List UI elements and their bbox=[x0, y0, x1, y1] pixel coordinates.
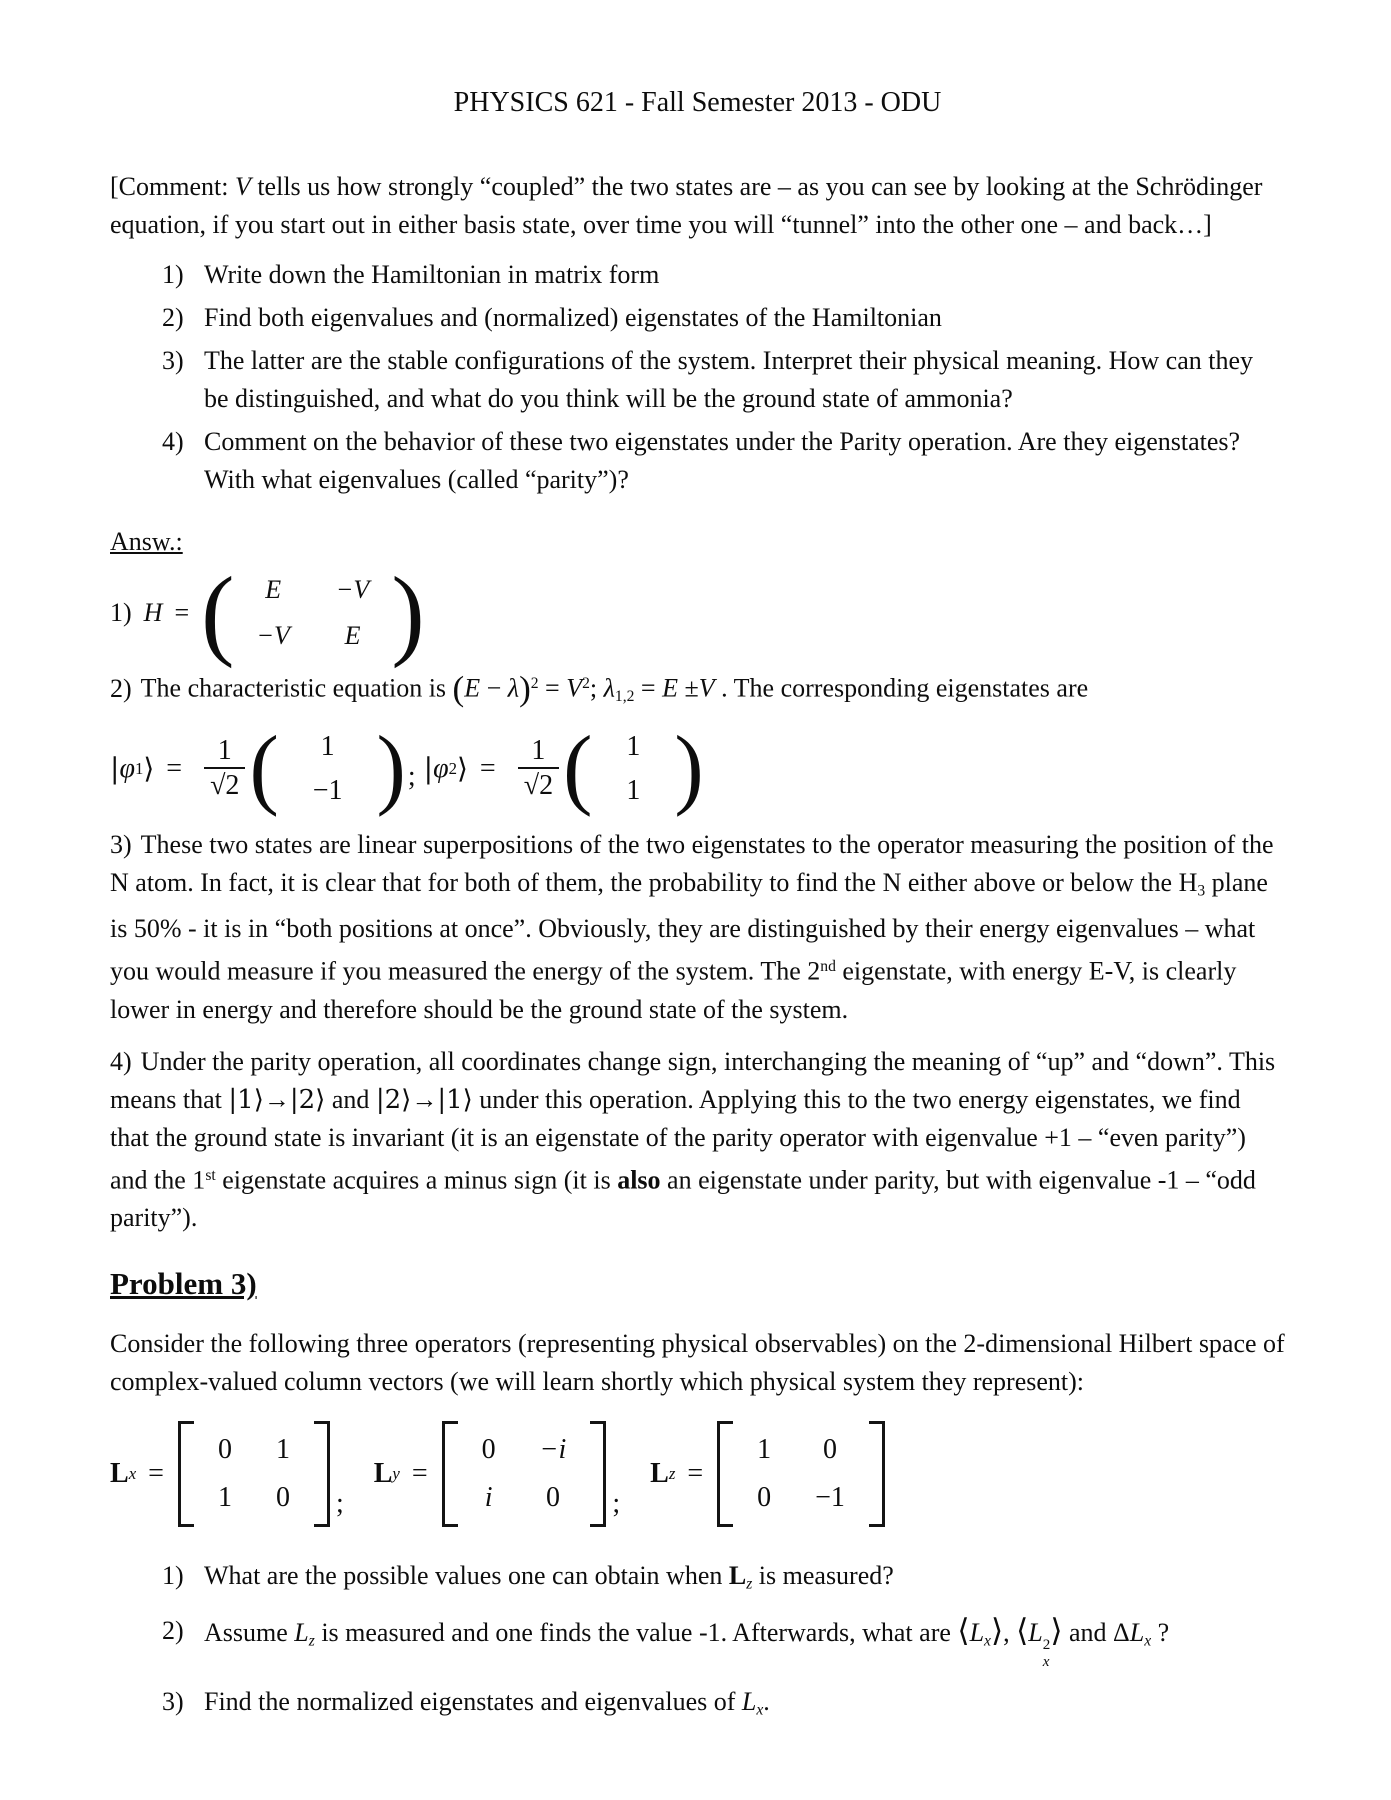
item-marker: 1) bbox=[162, 260, 184, 289]
right-paren: ) bbox=[674, 718, 704, 818]
text-segment: . bbox=[763, 1686, 770, 1716]
Lx-symbol: L bbox=[969, 1617, 985, 1647]
right-paren: ) bbox=[519, 668, 531, 708]
eq-marker: 2) bbox=[110, 673, 132, 703]
semicolon: ; bbox=[612, 1488, 621, 1520]
E-symbol: E bbox=[662, 673, 678, 703]
problem3-intro: Consider the following three operators (representing physical observables) on the 2-dimensional Hilbert space of complex-valued column vectors (we will learn shortly which physical system they represent): bbox=[110, 1329, 1285, 1397]
exponent: 2 bbox=[1042, 1637, 1051, 1654]
Ly-symbol: L bbox=[373, 1458, 393, 1490]
problem3-heading: Problem 3) bbox=[110, 1266, 257, 1302]
item-text bbox=[204, 1612, 1285, 1671]
question-item-3 bbox=[110, 342, 1285, 418]
V-symbol: V bbox=[698, 673, 715, 703]
eq-marker: 4) bbox=[110, 1046, 132, 1076]
equals-sign: = bbox=[148, 1458, 164, 1490]
right-paren: ) bbox=[391, 555, 425, 670]
left-bracket bbox=[442, 1421, 458, 1527]
left-bracket bbox=[717, 1421, 733, 1527]
semicolon: ; bbox=[335, 1488, 344, 1520]
Lz-symbol: L bbox=[650, 1458, 669, 1490]
Lz-symbol: L bbox=[294, 1617, 309, 1647]
text-segment: . The corresponding eigenstates are bbox=[714, 673, 1089, 703]
text-segment: These two states are linear superpositions of the two eigenstates to the operator measuring the position of the N atom. In fact, it is clear that for both of them, the probability to find the N either above or below the H bbox=[110, 829, 1274, 897]
fraction-one-over-sqrt2 bbox=[204, 736, 245, 801]
comma: , bbox=[1003, 1617, 1017, 1647]
matrix-cell: −1 bbox=[815, 1482, 845, 1514]
ket-2: |2⟩ bbox=[375, 1084, 412, 1115]
Lx-symbol: L bbox=[110, 1458, 129, 1490]
Lx-symbol: L bbox=[1129, 1617, 1145, 1647]
p3-question-3 bbox=[110, 1683, 1285, 1729]
phi-symbol: φ bbox=[433, 752, 449, 784]
Lx-symbol: L bbox=[741, 1686, 757, 1716]
lambda-symbol: λ bbox=[507, 673, 520, 703]
vector-cell: 1 bbox=[320, 730, 335, 762]
item-marker: 1) bbox=[162, 1561, 184, 1591]
Lx-matrix-cells bbox=[194, 1421, 314, 1527]
ordinal-superscript: nd bbox=[820, 958, 836, 976]
eq-marker: 3) bbox=[110, 829, 132, 859]
eigenstates-equation bbox=[110, 718, 1285, 818]
vector-cell: 1 bbox=[626, 774, 641, 806]
Ly-matrix bbox=[442, 1421, 607, 1527]
numerator: 1 bbox=[531, 735, 546, 767]
left-bracket bbox=[178, 1421, 194, 1527]
denominator: √2 bbox=[518, 767, 559, 801]
E-symbol: E bbox=[464, 673, 481, 703]
operator-definitions bbox=[110, 1421, 1285, 1527]
left-paren: ( bbox=[452, 668, 465, 708]
left-paren: ( bbox=[201, 555, 235, 670]
denominator: √2 bbox=[204, 767, 245, 801]
matrix-cell: i bbox=[484, 1482, 493, 1514]
item-text: Comment on the behavior of these two eigenstates under the Parity operation. Are they eigenstates? With what eigenvalues (called “parity”)? bbox=[204, 427, 1241, 494]
vector-cells bbox=[592, 728, 674, 810]
text-segment: plane is 50% - it is in “both positions at once”. Obviously, they are distinguished by their energy eigenvalues – what you would measure if you measured the energy of the system. The 2 bbox=[110, 867, 1268, 986]
z-subscript: z bbox=[308, 1632, 315, 1650]
semicolon: ; bbox=[589, 673, 604, 703]
item-text: The latter are the stable configurations of the system. Interpret their physical meaning. How can they be distinguished, and what do you think will be the ground state of ammonia? bbox=[204, 346, 1254, 413]
Lz-matrix-cells bbox=[733, 1421, 869, 1527]
x-subscript: x bbox=[756, 1701, 764, 1719]
problem3-question-list bbox=[110, 1557, 1285, 1729]
arrow-right: → bbox=[411, 1084, 438, 1114]
semicolon: ; bbox=[407, 760, 416, 792]
question-item-2 bbox=[110, 299, 1285, 337]
answer-label: Answ.: bbox=[110, 527, 183, 556]
ket-bar: | bbox=[110, 751, 120, 785]
right-bracket bbox=[314, 1421, 330, 1527]
text-segment: ? bbox=[1151, 1617, 1170, 1647]
text-segment: What are the possible values one can obtain when bbox=[204, 1561, 729, 1591]
z-subscript: z bbox=[746, 1575, 753, 1593]
Ly-matrix-cells bbox=[458, 1421, 591, 1527]
phi-symbol: φ bbox=[119, 752, 135, 784]
ordinal-superscript: st bbox=[205, 1166, 216, 1184]
text-segment: and bbox=[325, 1084, 376, 1114]
Lz-symbol: L bbox=[728, 1561, 747, 1591]
answer-part3-paragraph bbox=[110, 826, 1285, 1029]
hamiltonian-equation bbox=[110, 555, 1285, 670]
fraction-one-over-sqrt2 bbox=[518, 736, 559, 801]
matrix-cell: −V bbox=[335, 575, 370, 604]
matrix-cell: 0 bbox=[823, 1434, 838, 1466]
text-segment: Assume bbox=[204, 1617, 295, 1647]
page-title: PHYSICS 621 - Fall Semester 2013 - ODU bbox=[453, 87, 942, 118]
text-segment: is measured? bbox=[752, 1561, 894, 1591]
matrix-cell: 0 bbox=[757, 1482, 772, 1514]
comment-v-symbol: V bbox=[234, 172, 251, 201]
matrix-cell: 0 bbox=[546, 1482, 560, 1514]
V-symbol: V bbox=[566, 673, 583, 703]
left-paren: ( bbox=[249, 718, 279, 818]
item-text bbox=[204, 1557, 1285, 1603]
matrix-cell: −V bbox=[256, 621, 290, 650]
matrix-cell: E bbox=[265, 575, 282, 604]
question-item-1 bbox=[110, 256, 1285, 294]
text-segment: an eigenstate under parity, but with eigenvalue -1 – “odd parity”). bbox=[110, 1165, 1256, 1233]
arrow-right: → bbox=[263, 1084, 290, 1114]
text-segment: The characteristic equation is bbox=[140, 673, 453, 703]
matrix-cell: E bbox=[344, 621, 361, 650]
Lx-squared-symbol: L bbox=[1028, 1617, 1043, 1647]
equals-sign: = bbox=[174, 598, 190, 627]
delta-symbol: Δ bbox=[1113, 1617, 1130, 1647]
p3-question-1 bbox=[110, 1557, 1285, 1603]
ket-2: |2⟩ bbox=[289, 1084, 326, 1115]
matrix-cell: 1 bbox=[275, 1434, 290, 1466]
x-subscript: x bbox=[1042, 1653, 1050, 1670]
y-subscript: y bbox=[392, 1464, 400, 1484]
item-marker: 3) bbox=[162, 1686, 184, 1716]
ket-bar: | bbox=[423, 751, 434, 785]
matrix-cell: 0 bbox=[275, 1482, 290, 1514]
vector-cell: 1 bbox=[626, 730, 641, 762]
equals-sign: = bbox=[538, 673, 567, 703]
text-segment: and bbox=[1062, 1617, 1114, 1647]
problem2-question-list bbox=[110, 256, 1285, 499]
comment-body: tells us how strongly “coupled” the two states are – as you can see by looking at the Schrödinger equation, if you start out in either basis state, over time you will “tunnel” into the other one – and back…] bbox=[110, 172, 1263, 239]
text-segment: eigenstate acquires a minus sign (it is bbox=[215, 1165, 618, 1195]
h-matrix-cells bbox=[234, 571, 391, 655]
eigenvector-1 bbox=[249, 718, 406, 818]
ket-close: ⟩ bbox=[143, 751, 155, 785]
vector-cell: −1 bbox=[312, 774, 343, 806]
hamiltonian-symbol: H bbox=[143, 598, 163, 627]
bold-also: also bbox=[617, 1165, 661, 1195]
subscript-1-2: 1,2 bbox=[614, 687, 635, 705]
eigenvector-2 bbox=[563, 718, 704, 818]
x-subscript: x bbox=[1144, 1632, 1152, 1650]
exponent: 2 bbox=[530, 675, 539, 692]
right-bracket bbox=[869, 1421, 885, 1527]
matrix-cell: 0 bbox=[217, 1434, 232, 1466]
text-segment: is measured and one finds the value -1. Afterwards, what are bbox=[314, 1617, 958, 1647]
text-segment: Under the parity operation, all coordinates change sign, interchanging the meaning of “up” and “down”. This means that bbox=[110, 1046, 1276, 1114]
minus-sign: − bbox=[480, 673, 508, 703]
left-angle-bracket: ⟨ bbox=[1016, 1612, 1029, 1649]
comment-open: [Comment: bbox=[110, 172, 235, 201]
matrix-cell: −i bbox=[539, 1434, 567, 1466]
item-marker: 2) bbox=[162, 1615, 184, 1645]
phi-subscript: 1 bbox=[134, 758, 144, 778]
text-segment: eigenstate, with energy E-V, is clearly lower in energy and therefore should be the ground state of the system. bbox=[110, 956, 1237, 1024]
question-item-4 bbox=[110, 423, 1285, 499]
left-paren: ( bbox=[563, 718, 593, 818]
item-text bbox=[204, 1683, 1285, 1729]
z-subscript: z bbox=[668, 1464, 676, 1484]
x-subscript: x bbox=[128, 1464, 137, 1484]
equals-sign: = bbox=[634, 673, 663, 703]
equals-sign: = bbox=[166, 752, 183, 784]
ket-1: |1⟩ bbox=[437, 1084, 473, 1115]
phi-subscript: 2 bbox=[448, 758, 457, 778]
ket-1: |1⟩ bbox=[228, 1084, 264, 1115]
x-subscript: x bbox=[984, 1632, 991, 1650]
h-matrix bbox=[201, 555, 425, 670]
right-angle-bracket: ⟩ bbox=[990, 1612, 1004, 1649]
exponent: 2 bbox=[582, 675, 590, 692]
eq-marker: 1) bbox=[110, 598, 132, 627]
text-segment: Find the normalized eigenstates and eigenvalues of bbox=[204, 1686, 742, 1716]
numerator: 1 bbox=[217, 735, 232, 767]
equals-sign: = bbox=[687, 1458, 704, 1490]
right-angle-bracket: ⟩ bbox=[1050, 1612, 1063, 1649]
item-text: Find both eigenvalues and (normalized) eigenstates of the Hamiltonian bbox=[204, 303, 942, 332]
right-paren: ) bbox=[376, 718, 406, 818]
text-segment: under this operation. Applying this to the two energy eigenstates, we find that the ground state is invariant (it is an eigenstate of the parity operator with eigenvalue +1 – “even parity”) and the 1 bbox=[110, 1084, 1246, 1195]
item-marker: 4) bbox=[162, 427, 184, 456]
left-angle-bracket: ⟨ bbox=[957, 1612, 970, 1649]
equals-sign: = bbox=[411, 1458, 428, 1490]
comment-paragraph bbox=[110, 168, 1285, 244]
plus-minus-sign: ± bbox=[677, 673, 699, 703]
lambda-symbol: λ bbox=[603, 673, 615, 703]
h3-subscript: 3 bbox=[1197, 882, 1206, 900]
ket-close: ⟩ bbox=[456, 751, 468, 785]
matrix-cell: 0 bbox=[481, 1434, 496, 1466]
Lx-matrix bbox=[178, 1421, 330, 1527]
equals-sign: = bbox=[479, 752, 496, 784]
characteristic-equation-line bbox=[110, 665, 1285, 716]
matrix-cell: 1 bbox=[217, 1482, 232, 1514]
vector-cells bbox=[279, 728, 377, 810]
p3-question-2 bbox=[110, 1612, 1285, 1671]
right-bracket bbox=[590, 1421, 606, 1527]
item-text: Write down the Hamiltonian in matrix form bbox=[204, 260, 660, 289]
item-marker: 3) bbox=[162, 346, 184, 375]
matrix-cell: 1 bbox=[757, 1434, 772, 1466]
answer-part4-paragraph bbox=[110, 1043, 1285, 1238]
Lz-matrix bbox=[717, 1421, 885, 1527]
item-marker: 2) bbox=[162, 303, 184, 332]
